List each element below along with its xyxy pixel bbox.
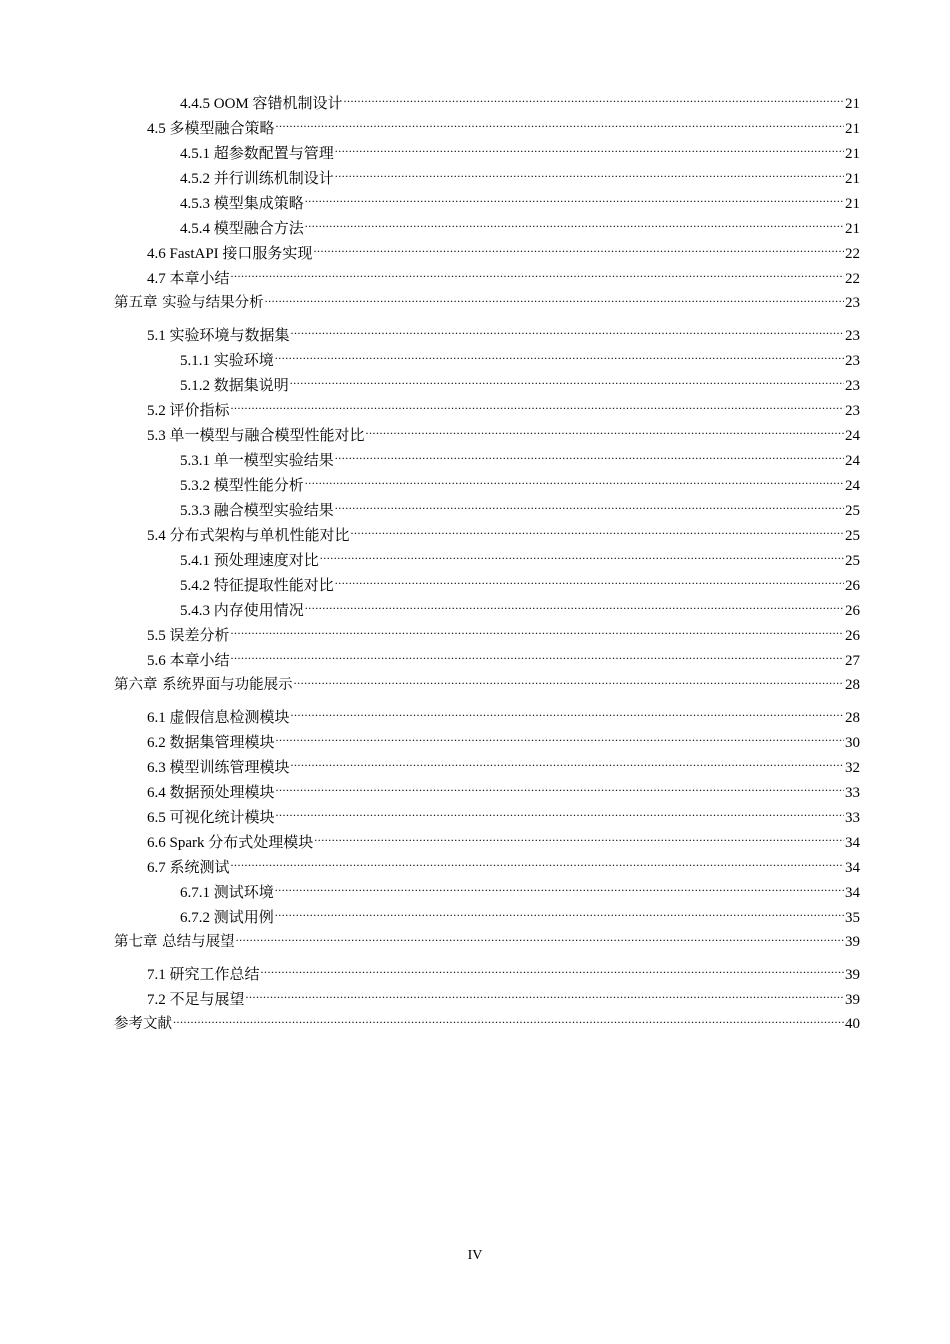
toc-section-entry[interactable]: [114, 449, 860, 474]
toc-dot-leader: [335, 168, 844, 183]
toc-entry-page-number: 22: [845, 271, 860, 287]
toc-section-entry[interactable]: [114, 424, 860, 449]
toc-entry-page-number: 26: [845, 578, 860, 594]
toc-section-entry[interactable]: [114, 167, 860, 192]
toc-entry-label: 5.4.3 内存使用情况: [180, 603, 304, 619]
toc-entry-page-number: 24: [845, 478, 860, 494]
toc-entry-label: 4.5.1 超参数配置与管理: [180, 146, 334, 162]
toc-dot-leader: [275, 350, 844, 365]
toc-dot-leader: [294, 675, 844, 690]
toc-entry-label: 5.5 误差分析: [147, 628, 230, 644]
toc-dot-leader: [246, 989, 844, 1004]
toc-entry-page-number: 25: [845, 553, 860, 569]
toc-entry-page-number: 28: [845, 677, 860, 693]
toc-section-entry[interactable]: [114, 549, 860, 574]
toc-entry-label: 5.4.2 特征提取性能对比: [180, 578, 334, 594]
toc-dot-leader: [291, 757, 844, 772]
toc-entry-page-number: 33: [845, 810, 860, 826]
toc-entry-label: 6.3 模型训练管理模块: [147, 760, 290, 776]
toc-entry-label: 5.3 单一模型与融合模型性能对比: [147, 428, 365, 444]
toc-dot-leader: [305, 218, 844, 233]
toc-section-entry[interactable]: [114, 781, 860, 806]
toc-entry-label: 5.3.2 模型性能分析: [180, 478, 304, 494]
toc-entry-label: 第五章 实验与结果分析: [114, 295, 264, 311]
toc-dot-leader: [290, 375, 844, 390]
toc-dot-leader: [275, 882, 844, 897]
toc-section-entry[interactable]: [114, 524, 860, 549]
toc-entry-label: 4.5.3 模型集成策略: [180, 196, 304, 212]
toc-entry-label: 4.5.2 并行训练机制设计: [180, 171, 334, 187]
toc-section-entry[interactable]: [114, 574, 860, 599]
toc-chapter-entry[interactable]: [114, 1013, 860, 1036]
toc-section-entry[interactable]: [114, 881, 860, 906]
toc-entry-label: 5.2 评价指标: [147, 403, 230, 419]
toc-section-entry[interactable]: [114, 474, 860, 499]
toc-section-entry[interactable]: [114, 856, 860, 881]
toc-entry-label: 第七章 总结与展望: [114, 934, 235, 950]
toc-section-entry[interactable]: [114, 806, 860, 831]
toc-dot-leader: [291, 707, 844, 722]
toc-dot-leader: [275, 907, 844, 922]
toc-entry-label: 6.7 系统测试: [147, 860, 230, 876]
toc-section-entry[interactable]: [114, 731, 860, 756]
toc-entry-page-number: 22: [845, 246, 860, 262]
toc-section-entry[interactable]: [114, 906, 860, 931]
toc-section-entry[interactable]: [114, 242, 860, 267]
toc-dot-leader: [366, 425, 844, 440]
table-of-contents: [114, 92, 860, 1036]
toc-entry-label: 5.1.1 实验环境: [180, 353, 274, 369]
toc-section-entry[interactable]: [114, 92, 860, 117]
toc-entry-label: 7.1 研究工作总结: [147, 967, 260, 983]
toc-entry-label: 第六章 系统界面与功能展示: [114, 677, 293, 693]
toc-entry-page-number: 21: [845, 96, 860, 112]
toc-section-entry[interactable]: [114, 649, 860, 674]
toc-dot-leader: [320, 550, 844, 565]
toc-section-entry[interactable]: [114, 756, 860, 781]
toc-entry-label: 5.4.1 预处理速度对比: [180, 553, 319, 569]
toc-entry-label: 6.5 可视化统计模块: [147, 810, 275, 826]
toc-entry-page-number: 27: [845, 653, 860, 669]
toc-entry-page-number: 26: [845, 628, 860, 644]
toc-dot-leader: [276, 732, 844, 747]
toc-dot-leader: [335, 500, 844, 515]
toc-dot-leader: [351, 525, 844, 540]
toc-entry-page-number: 39: [845, 967, 860, 983]
toc-section-entry[interactable]: [114, 706, 860, 731]
toc-entry-label: 6.7.1 测试环境: [180, 885, 274, 901]
toc-dot-leader: [313, 243, 844, 258]
page-number: IV: [467, 1248, 483, 1263]
toc-dot-leader: [305, 193, 844, 208]
toc-entry-label: 参考文献: [114, 1016, 172, 1032]
toc-section-entry[interactable]: [114, 499, 860, 524]
toc-section-entry[interactable]: [114, 117, 860, 142]
toc-entry-label: 4.6 FastAPI 接口服务实现: [147, 246, 313, 262]
toc-entry-page-number: 24: [845, 453, 860, 469]
toc-entry-page-number: 21: [845, 221, 860, 237]
toc-section-entry[interactable]: [114, 142, 860, 167]
toc-entry-page-number: 21: [845, 146, 860, 162]
toc-dot-leader: [231, 625, 844, 640]
toc-entry-label: 6.1 虚假信息检测模块: [147, 710, 290, 726]
toc-section-entry[interactable]: [114, 192, 860, 217]
toc-entry-label: 5.4 分布式架构与单机性能对比: [147, 528, 350, 544]
toc-entry-page-number: 28: [845, 710, 860, 726]
toc-entry-page-number: 21: [845, 121, 860, 137]
toc-section-entry[interactable]: [114, 831, 860, 856]
toc-entry-label: 6.4 数据预处理模块: [147, 785, 275, 801]
toc-dot-leader: [276, 118, 844, 133]
toc-entry-label: 7.2 不足与展望: [147, 992, 245, 1008]
toc-entry-page-number: 25: [845, 528, 860, 544]
toc-dot-leader: [173, 1014, 844, 1029]
toc-entry-label: 6.6 Spark 分布式处理模块: [147, 835, 314, 851]
toc-entry-label: 4.5.4 模型融合方法: [180, 221, 304, 237]
toc-entry-label: 4.7 本章小结: [147, 271, 230, 287]
toc-dot-leader: [261, 964, 844, 979]
toc-entry-label: 6.7.2 测试用例: [180, 910, 274, 926]
toc-chapter-entry[interactable]: [114, 292, 860, 315]
toc-section-entry[interactable]: [114, 963, 860, 988]
toc-entry-label: 5.1.2 数据集说明: [180, 378, 289, 394]
toc-entry-page-number: 34: [845, 885, 860, 901]
toc-entry-label: 5.3.1 单一模型实验结果: [180, 453, 334, 469]
toc-section-entry[interactable]: [114, 349, 860, 374]
toc-entry-label: 5.1 实验环境与数据集: [147, 328, 290, 344]
toc-section-entry[interactable]: [114, 267, 860, 292]
toc-chapter-entry[interactable]: [114, 931, 860, 954]
toc-entry-page-number: 40: [845, 1016, 860, 1032]
toc-dot-leader: [236, 932, 844, 947]
toc-entry-label: 4.4.5 OOM 容错机制设计: [180, 96, 343, 112]
toc-dot-leader: [344, 93, 844, 108]
toc-entry-label: 5.3.3 融合模型实验结果: [180, 503, 334, 519]
toc-entry-label: 4.5 多模型融合策略: [147, 121, 275, 137]
toc-entry-page-number: 23: [845, 295, 860, 311]
toc-section-entry[interactable]: [114, 217, 860, 242]
toc-entry-page-number: 23: [845, 328, 860, 344]
toc-entry-label: 5.6 本章小结: [147, 653, 230, 669]
toc-entry-page-number: 24: [845, 428, 860, 444]
toc-section-entry[interactable]: [114, 599, 860, 624]
toc-entry-page-number: 23: [845, 403, 860, 419]
toc-dot-leader: [265, 293, 844, 308]
toc-entry-page-number: 25: [845, 503, 860, 519]
toc-entry-page-number: 34: [845, 860, 860, 876]
toc-dot-leader: [231, 400, 844, 415]
toc-dot-leader: [231, 268, 844, 283]
toc-entry-page-number: 30: [845, 735, 860, 751]
toc-entry-page-number: 21: [845, 196, 860, 212]
toc-entry-page-number: 39: [845, 934, 860, 950]
toc-entry-page-number: 34: [845, 835, 860, 851]
toc-dot-leader: [305, 600, 844, 615]
toc-dot-leader: [314, 832, 844, 847]
toc-dot-leader: [335, 143, 844, 158]
toc-dot-leader: [305, 475, 844, 490]
toc-section-entry[interactable]: [114, 324, 860, 349]
toc-dot-leader: [291, 325, 844, 340]
toc-section-entry[interactable]: [114, 988, 860, 1013]
toc-section-entry[interactable]: [114, 399, 860, 424]
toc-dot-leader: [231, 650, 844, 665]
toc-entry-page-number: 23: [845, 353, 860, 369]
toc-dot-leader: [335, 450, 844, 465]
toc-section-entry[interactable]: [114, 374, 860, 399]
toc-dot-leader: [276, 807, 844, 822]
toc-entry-label: 6.2 数据集管理模块: [147, 735, 275, 751]
toc-entry-page-number: 23: [845, 378, 860, 394]
toc-entry-page-number: 35: [845, 910, 860, 926]
toc-entry-page-number: 39: [845, 992, 860, 1008]
toc-dot-leader: [276, 782, 844, 797]
toc-entry-page-number: 33: [845, 785, 860, 801]
toc-chapter-entry[interactable]: [114, 674, 860, 697]
toc-entry-page-number: 32: [845, 760, 860, 776]
toc-section-entry[interactable]: [114, 624, 860, 649]
toc-dot-leader: [231, 857, 844, 872]
toc-dot-leader: [335, 575, 844, 590]
toc-entry-page-number: 21: [845, 171, 860, 187]
toc-entry-page-number: 26: [845, 603, 860, 619]
